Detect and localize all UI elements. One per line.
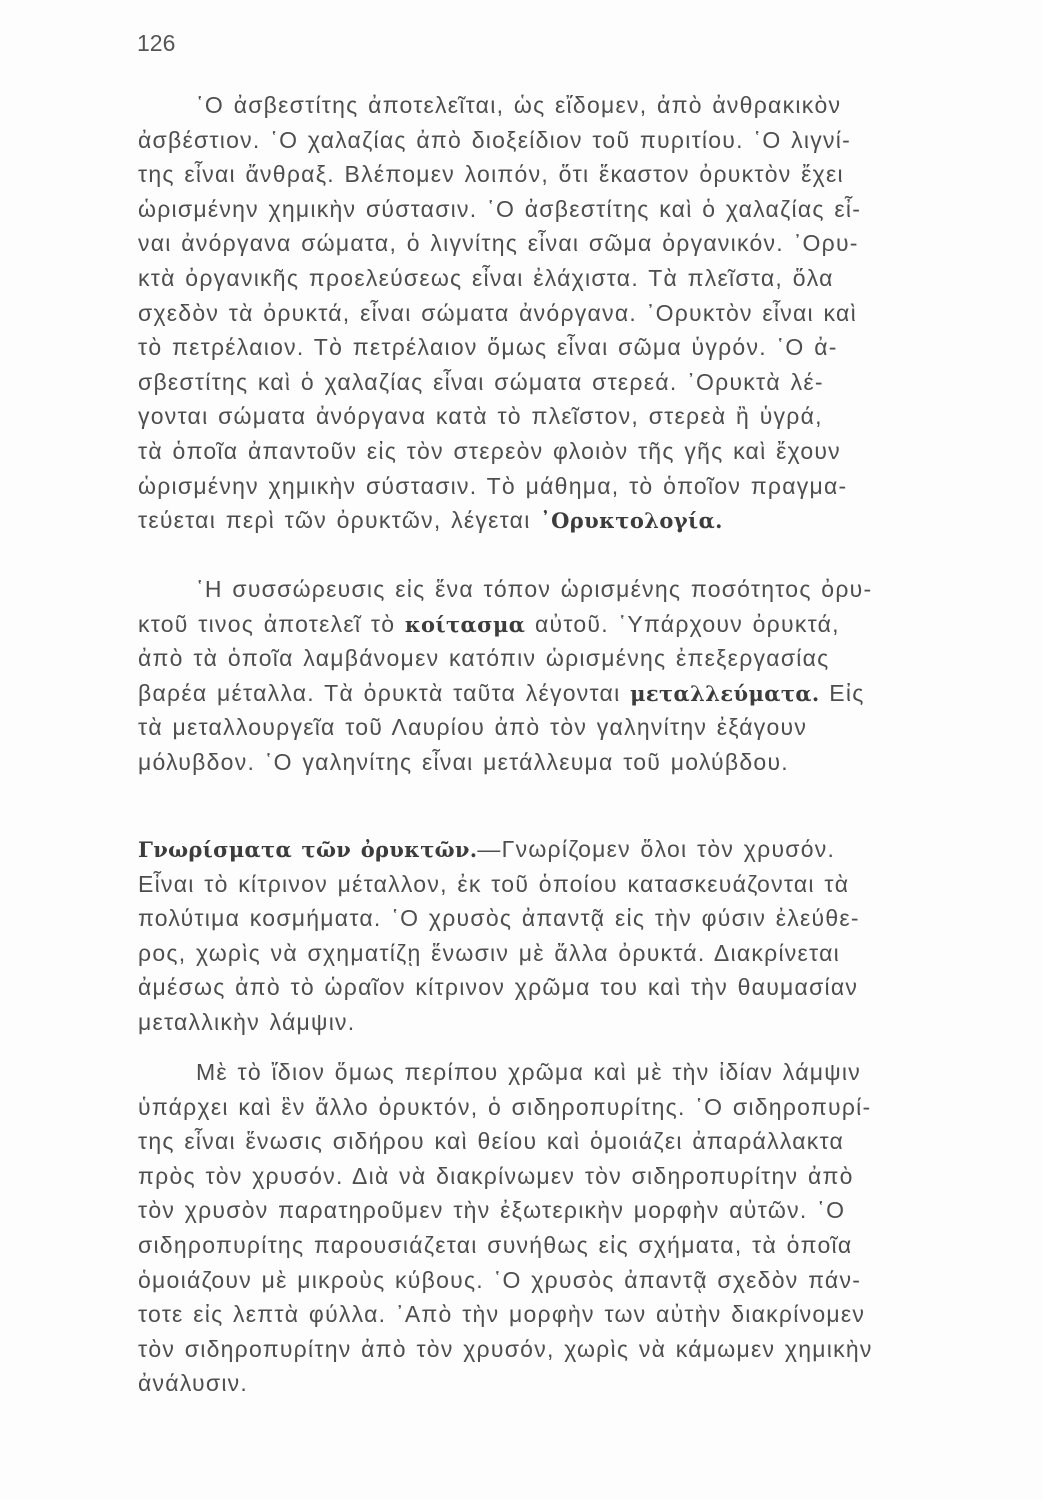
paragraph-mineral-composition [138, 88, 1008, 538]
text-line: ῾Η συσσώρευσις εἰς ἕνα τόπον ὡρισμένης ποσότητος ὀρυ- [196, 576, 873, 602]
text-line: πρὸς τὸν χρυσόν. Διὰ νὰ διακρίνωμεν τὸν σιδηροπυρίτην ἀπὸ [138, 1162, 854, 1189]
text-line: μόλυβδον. ῾Ο γαληνίτης εἶναι μετάλλευμα τοῦ μολύβδου. [138, 748, 789, 775]
term-mineralogy: ᾿Ορυκτολογία. [540, 508, 723, 534]
paragraph-mineral-characteristics [138, 832, 1008, 1040]
text-line: ὡρισμένην χημικὴν σύστασιν. ῾Ο ἀσβεστίτης καὶ ὁ χαλαζίας εἶ- [138, 195, 862, 222]
text-line: της εἶναι ἕνωσις σιδήρου καὶ θείου καὶ ὁμοιάζει ἀπαράλλακτα [138, 1128, 845, 1155]
text-line: σιδηροπυρίτης παρουσιάζεται συνήθως εἰς σχήματα, τὰ ὁποῖα [138, 1231, 853, 1258]
text-segment: τεύεται περὶ τῶν ὀρυκτῶν, λέγεται [138, 507, 541, 534]
text-line: κτὰ ὀργανικῆς προελεύσεως εἶναι ἐλάχιστα. Τὰ πλεῖστα, ὅλα [138, 264, 834, 291]
text-line: Εἶναι τὸ κίτρινον μέταλλον, ἐκ τοῦ ὁποίου κατασκευάζονται τὰ [138, 870, 850, 897]
text-line: τὰ ὁποῖα ἀπαντοῦν εἰς τὸν στερεὸν φλοιὸν τῆς γῆς καὶ ἔχουν [138, 437, 841, 464]
text-line: ναι ἀνόργανα σώματα, ὁ λιγνίτης εἶναι σῶμα ὀργανικόν. ᾿Ορυ- [138, 230, 859, 257]
text-line: ἀμέσως ἀπὸ τὸ ὡραῖον κίτρινον χρῶμα του καὶ τὴν θαυμασίαν [138, 974, 859, 1001]
text-segment: Εἰς [819, 679, 865, 706]
term-ores: μεταλλεύματα. [630, 680, 820, 706]
page-number: 126 [137, 30, 176, 56]
paragraph-pyrite [138, 1055, 1008, 1401]
text-line [138, 607, 1008, 642]
text-line: τοτε εἰς λεπτὰ φύλλα. ᾿Απὸ τὴν μορφὴν των αὐτὴν διακρίνομεν [138, 1301, 866, 1328]
text-line: Μὲ τὸ ἴδιον ὅμως περίπου χρῶμα καὶ μὲ τὴν ἰδίαν λάμψιν [196, 1059, 862, 1085]
text-line: πολύτιμα κοσμήματα. ῾Ο χρυσὸς ἀπαντᾷ εἰς τὴν φύσιν ἐλεύθε- [138, 905, 860, 932]
text-line: της εἶναι ἄνθραξ. Βλέπομεν λοιπόν, ὅτι ἕκαστον ὀρυκτὸν ἔχει [138, 161, 844, 188]
text-line: ρος, χωρὶς νὰ σχηματίζῃ ἕνωσιν μὲ ἄλλα ὀρυκτά. Διακρίνεται [138, 939, 840, 966]
text-segment: αὐτοῦ. ῾Υπάρχουν ὀρυκτά, [525, 610, 840, 637]
text-segment: κτοῦ τινος ἀποτελεῖ τὸ [138, 610, 405, 637]
text-line: τὸν σιδηροπυρίτην ἀπὸ τὸν χρυσόν, χωρὶς νὰ κάμωμεν χημικὴν [138, 1335, 873, 1362]
text-line: ὡρισμένην χημικὴν σύστασιν. Τὸ μάθημα, τὸ ὁποῖον πραγμα- [138, 472, 848, 499]
text-line [138, 503, 1008, 538]
text-segment: —Γνωρίζομεν ὅλοι τὸν χρυσόν. [477, 836, 836, 862]
text-line [138, 676, 1008, 711]
term-deposit: κοίτασμα [404, 611, 526, 637]
paragraph-deposits-ores [138, 572, 1008, 780]
text-line: ἀσβέστιον. ῾Ο χαλαζίας ἀπὸ διοξείδιον τοῦ πυριτίου. ῾Ο λιγνί- [138, 126, 851, 153]
text-line: τὰ μεταλλουργεῖα τοῦ Λαυρίου ἀπὸ τὸν γαληνίτην ἐξάγουν [138, 714, 808, 741]
text-line: σβεστίτης καὶ ὁ χαλαζίας εἶναι σώματα στερεά. ᾿Ορυκτὰ λέ- [138, 368, 824, 395]
text-line: γονται σώματα ἀνόργανα κατὰ τὸ πλεῖστον, στερεὰ ἢ ὑγρά, [138, 403, 823, 430]
text-line: ὑπάρχει καὶ ἓν ἄλλο ὀρυκτόν, ὁ σιδηροπυρίτης. ῾Ο σιδηροπυρί- [138, 1093, 872, 1120]
text-line: μεταλλικὴν λάμψιν. [138, 1008, 356, 1035]
section-heading: Γνωρίσματα τῶν ὀρυκτῶν. [138, 837, 478, 862]
text-line: τὸ πετρέλαιον. Τὸ πετρέλαιον ὅμως εἶναι σῶμα ὑγρόν. ῾Ο ἀ- [138, 334, 838, 361]
text-segment: βαρέα μέταλλα. Τὰ ὀρυκτὰ ταῦτα λέγονται [138, 679, 631, 706]
text-line [138, 832, 1008, 867]
text-line: τὸν χρυσὸν παρατηροῦμεν τὴν ἐξωτερικὴν μορφὴν αὐτῶν. ῾Ο [138, 1197, 846, 1224]
text-line: ἀπὸ τὰ ὁποῖα λαμβάνομεν κατόπιν ὡρισμένης ἐπεξεργασίας [138, 645, 830, 672]
text-line: ἀνάλυσιν. [138, 1370, 249, 1397]
text-line: ῾Ο ἀσβεστίτης ἀποτελεῖται, ὡς εἴδομεν, ἀπὸ ἀνθρακικὸν [196, 92, 842, 118]
text-line: ὁμοιάζουν μὲ μικροὺς κύβους. ῾Ο χρυσὸς ἀπαντᾷ σχεδὸν πάν- [138, 1266, 862, 1293]
text-line: σχεδὸν τὰ ὀρυκτά, εἶναι σώματα ἀνόργανα. ᾿Ορυκτὸν εἶναι καὶ [138, 299, 857, 326]
